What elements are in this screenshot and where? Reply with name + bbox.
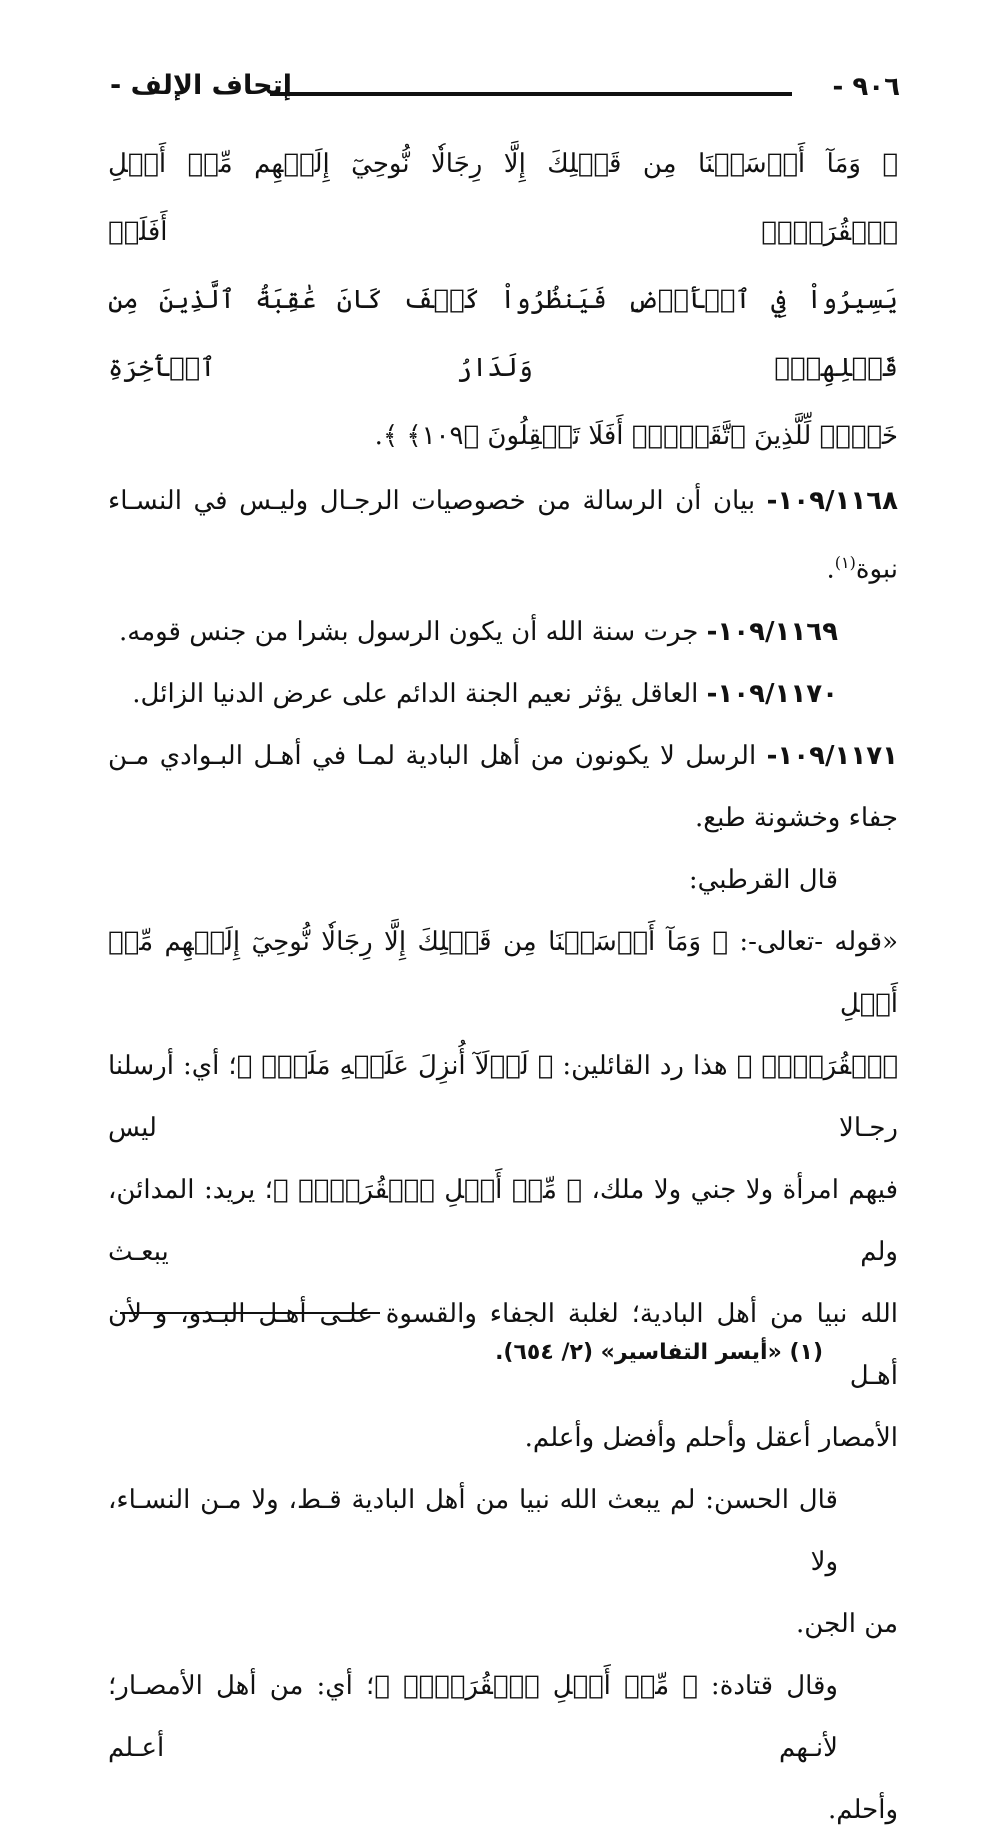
item-text-end: .	[826, 554, 835, 585]
item-text: جرت سنة الله أن يكون الرسول بشرا من جنس قومه.	[118, 616, 699, 647]
quran-line: خَيۡرٞ لِّلَّذِينَ ٱتَّقَوۡاْۚ أَفَلَا تَعۡقِلُونَ ﴿١٠٩﴾ ﴾.	[374, 421, 898, 451]
item-number: ١٠٩/١١٧٠-	[706, 678, 838, 709]
item-1171	[108, 725, 898, 849]
header-rule	[270, 92, 792, 96]
quran-line: يَسِيرُواْ فِي ٱلۡأَرۡضِ فَيَنظُرُواْ كَيۡفَ كَانَ عَٰقِبَةُ ٱلَّذِينَ مِن قَبۡلِهِمۡۗ وَلَدَارُ ٱلۡأٓخِرَةِ	[108, 285, 898, 383]
quran-verse-block	[108, 130, 898, 470]
footnote-divider	[120, 1312, 380, 1314]
quote-line: فيهم امرأة ولا جني ولا ملك، ﴿ مِّنۡ أَهۡلِ ٱلۡقُرَىٰٓۗ ﴾؛ يريد: المدائن، ولم يبعـث	[108, 1174, 898, 1267]
item-text: نبوة	[855, 554, 898, 585]
footnote-marker: (١)	[834, 553, 856, 572]
item-1170	[108, 663, 898, 725]
quote-line: «قوله -تعالى-: ﴿ وَمَآ أَرۡسَلۡنَا مِن قَبۡلِكَ إِلَّا رِجَالٗا نُّوحِيٓ إِلَيۡهِم مِّنۡ أَهۡلِ	[108, 926, 898, 1019]
section-heading: قال القرطبي:	[688, 864, 838, 895]
hasan-quote	[108, 1469, 898, 1655]
page-number: ٩٠٦ -	[832, 72, 900, 102]
quote-line: قال الحسن: لم يبعث الله نبيا من أهل البادية قـط، ولا مـن النسـاء، ولا	[108, 1484, 838, 1577]
quote-line: ٱلۡقُرَىٰٓۗ ﴾ هذا رد القائلين: ﴿ لَوۡلَآ أُنزِلَ عَلَيۡهِ مَلَكٞۖ ﴾؛ أي: أرسلنا رجـالا ليس	[108, 1050, 898, 1143]
page-header	[110, 64, 900, 112]
quran-line: ﴿ وَمَآ أَرۡسَلۡنَا مِن قَبۡلِكَ إِلَّا رِجَالٗا نُّوحِيٓ إِلَيۡهِم مِّنۡ أَهۡلِ ٱلۡقُرَىٰٓۗ أَفَلَمۡ	[108, 149, 898, 247]
qatada-quote	[108, 1655, 898, 1841]
item-text: الرسل لا يكونون من أهل البادية لمـا في أهـل البـوادي مـن	[108, 740, 757, 771]
book-title: إتحاف الإلف -	[110, 70, 293, 101]
quote-line: الأمصار أعقل وأحلم وأفضل وأعلم.	[524, 1422, 898, 1453]
qurtubi-quote	[108, 911, 898, 1469]
item-number: ١٠٩/١١٧١-	[766, 740, 899, 771]
item-text: العاقل يؤثر نعيم الجنة الدائم على عرض الدنيا الزائل.	[132, 678, 699, 709]
quote-line: وأحلم.	[827, 1794, 898, 1825]
item-1169	[108, 601, 898, 663]
qurtubi-heading-block	[108, 849, 898, 911]
page-body	[108, 130, 898, 1841]
quote-line: الله نبيا من أهل البادية؛ لغلبة الجفاء والقسوة علـى أهـل البـدو، و لأن أهـل	[108, 1298, 898, 1391]
item-text: بيان أن الرسالة من خصوصيات الرجـال وليـس في النسـاء	[108, 486, 756, 516]
item-text: جفاء وخشونة طبع.	[695, 802, 898, 833]
item-1168	[108, 470, 898, 601]
quote-line: من الجن.	[796, 1608, 898, 1639]
quote-line: وقال قتادة: ﴿ مِّنۡ أَهۡلِ ٱلۡقُرَىٰٓۗ ﴾؛ أي: من أهل الأمصـار؛ لأنـهم أعـلم	[108, 1670, 838, 1763]
item-number: ١٠٩/١١٦٩-	[706, 616, 838, 647]
item-number: ١٠٩/١١٦٨-	[766, 486, 898, 516]
footnote: (١) «أيسر التفاسير» (٢/ ٦٥٤).	[495, 1340, 823, 1365]
